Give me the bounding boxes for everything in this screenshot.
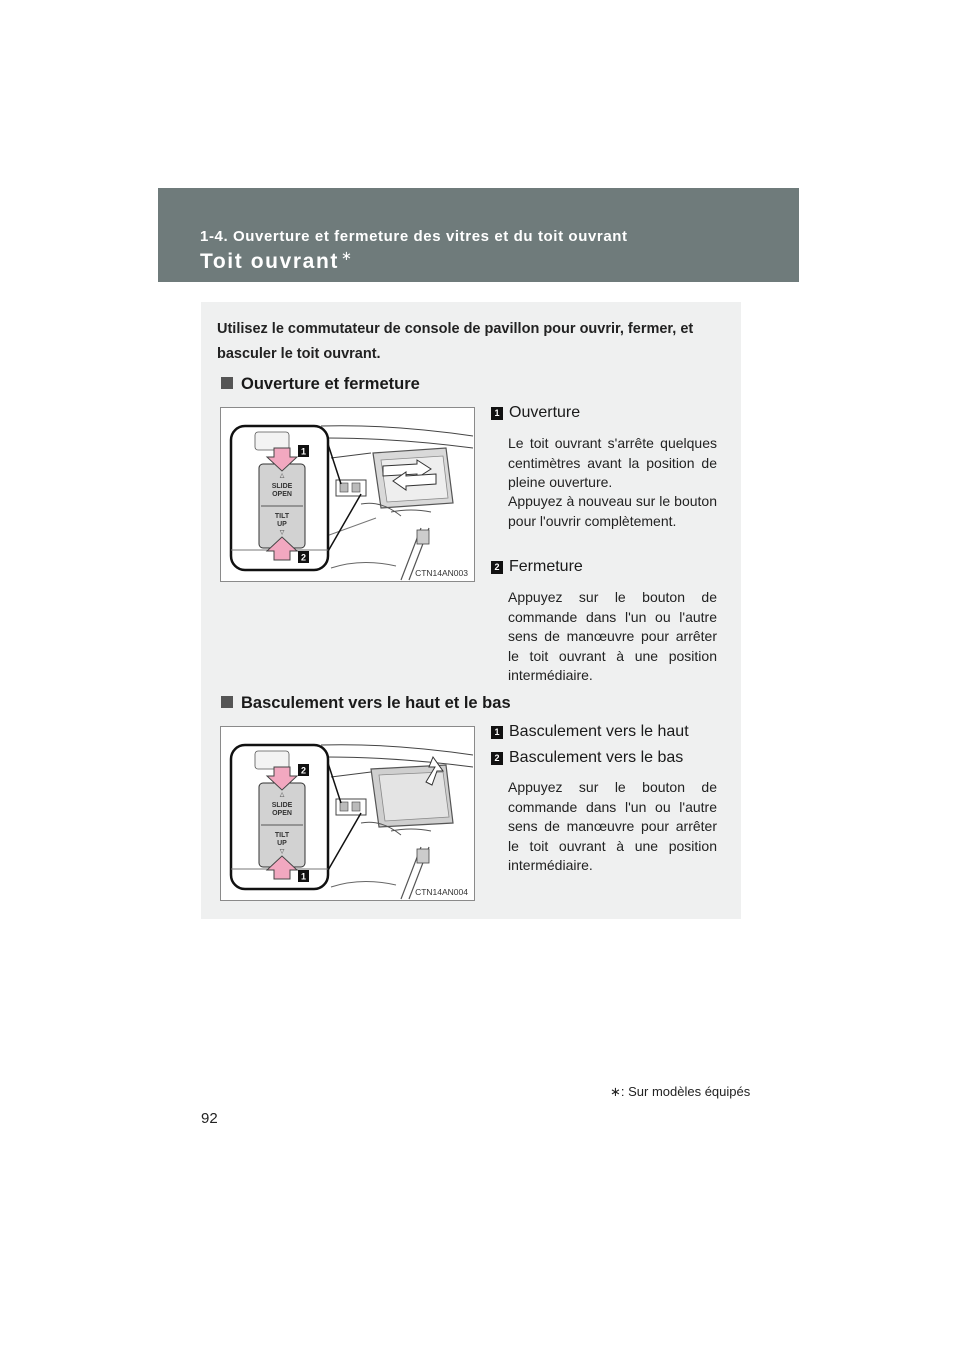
figure-opening-closing bbox=[220, 407, 475, 582]
item-title-text: Fermeture bbox=[509, 558, 583, 575]
section-heading-text: Ouverture et fermeture bbox=[241, 375, 420, 393]
svg-text:▽: ▽ bbox=[279, 530, 285, 536]
figure-tilt bbox=[220, 726, 475, 901]
item-title-text: Ouverture bbox=[509, 404, 581, 421]
item-text: Appuyez sur le bouton de commande dans l'un ou l'autre sens de manœuvre pour arrêter le toit ouvrant à une position intermédiaire. bbox=[508, 589, 717, 683]
switch-label-slide: SLIDE bbox=[271, 802, 293, 809]
item-title-tilt-down bbox=[491, 749, 683, 767]
svg-text:△: △ bbox=[279, 792, 285, 798]
item-title-text: Basculement vers le bas bbox=[509, 749, 684, 766]
square-bullet-icon bbox=[221, 696, 233, 708]
page-title bbox=[200, 248, 353, 274]
callout-1: 1 bbox=[300, 446, 307, 457]
section-label: 1-4. Ouverture et fermeture des vitres et du toit ouvrant bbox=[200, 228, 628, 245]
switch-label-up: UP bbox=[277, 840, 287, 847]
svg-text:▽: ▽ bbox=[279, 849, 285, 855]
section-heading-tilt bbox=[221, 694, 511, 713]
sunroof-tilt-illustration bbox=[221, 727, 474, 900]
figure-code: CTN14AN003 bbox=[415, 568, 468, 578]
number-badge-icon: 1 bbox=[491, 726, 503, 739]
item-text: Appuyez sur le bouton de commande dans l'un ou l'autre sens de manœuvre pour arrêter le toit ouvrant à une position intermédiaire. bbox=[508, 779, 717, 873]
number-badge-icon: 2 bbox=[491, 561, 503, 574]
item-title-opening bbox=[491, 404, 580, 422]
item-text: Le toit ouvrant s'arrête quelques centimètres avant la position de pleine ouverture. bbox=[508, 435, 717, 490]
switch-label-tilt: TILT bbox=[274, 832, 290, 839]
number-badge-icon: 2 bbox=[491, 752, 503, 765]
title-footnote-mark: ∗ bbox=[340, 248, 354, 263]
switch-label-tilt: TILT bbox=[274, 513, 290, 520]
page-title-text: Toit ouvrant bbox=[200, 250, 339, 273]
item-title-closing bbox=[491, 558, 583, 576]
switch-label-open: OPEN bbox=[272, 810, 292, 817]
chapter-header bbox=[158, 188, 799, 282]
section-heading-text: Basculement vers le haut et le bas bbox=[241, 694, 511, 712]
item-title-tilt-up bbox=[491, 723, 689, 741]
switch-label-up: UP bbox=[277, 521, 287, 528]
svg-text:△: △ bbox=[279, 473, 285, 479]
figure-code: CTN14AN004 bbox=[415, 887, 468, 897]
square-bullet-icon bbox=[221, 377, 233, 389]
content-panel bbox=[201, 302, 741, 919]
callout-1: 1 bbox=[300, 871, 307, 882]
item-text: Appuyez à nouveau sur le bouton pour l'ouvrir complètement. bbox=[508, 493, 717, 529]
callout-2: 2 bbox=[300, 552, 307, 563]
page-number: 92 bbox=[201, 1110, 218, 1127]
switch-label-slide: SLIDE bbox=[271, 483, 293, 490]
sunroof-switch-illustration bbox=[221, 408, 474, 581]
section-heading-opening bbox=[221, 375, 420, 394]
intro-text: Utilisez le commutateur de console de pavillon pour ouvrir, fermer, et basculer le toit ouvrant. bbox=[217, 321, 694, 362]
number-badge-icon: 1 bbox=[491, 407, 503, 420]
item-title-text: Basculement vers le haut bbox=[509, 723, 689, 740]
switch-label-open: OPEN bbox=[272, 491, 292, 498]
footnote: ∗: Sur modèles équipés bbox=[610, 1084, 751, 1099]
callout-2: 2 bbox=[300, 765, 307, 776]
